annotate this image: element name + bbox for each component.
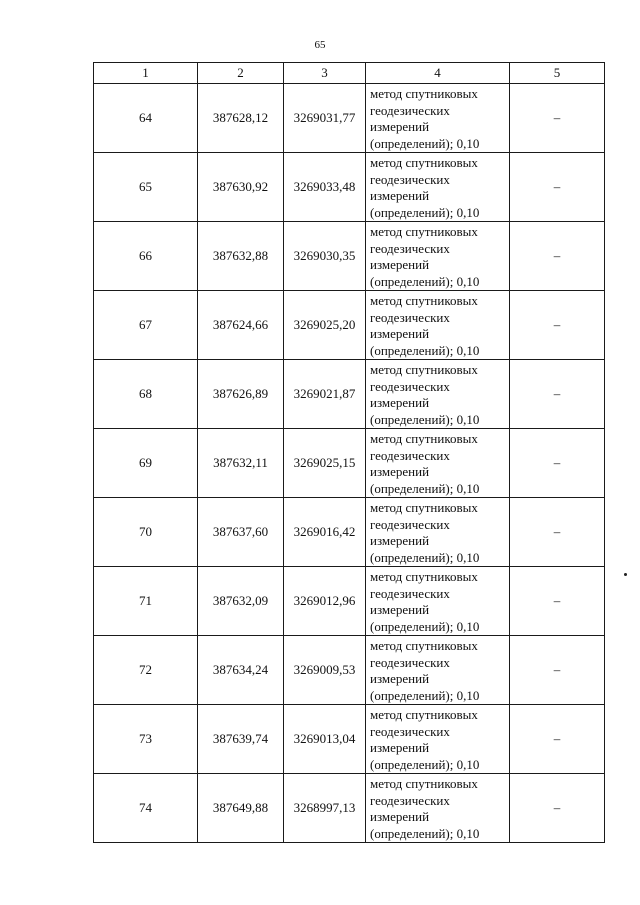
point-number-cell: 71 xyxy=(94,567,198,636)
method-line: геодезических xyxy=(370,723,450,739)
method-cell xyxy=(366,84,510,153)
method-line: метод спутниковых xyxy=(370,362,478,377)
method-line: геодезических xyxy=(370,792,450,808)
x-coordinate-cell: 387630,92 xyxy=(198,153,284,222)
method-line: измерений xyxy=(370,533,430,548)
method-line: метод спутниковых xyxy=(370,224,478,239)
col5-cell: – xyxy=(510,84,605,153)
y-coordinate-cell: 3269009,53 xyxy=(284,636,366,705)
method-line: (определений); 0,10 xyxy=(370,273,480,289)
method-cell xyxy=(366,429,510,498)
table-row xyxy=(94,498,605,567)
table-header xyxy=(94,63,605,84)
method-line: измерений xyxy=(370,257,430,272)
point-number-cell: 73 xyxy=(94,705,198,774)
method-line: метод спутниковых xyxy=(370,155,478,170)
x-coordinate-cell: 387649,88 xyxy=(198,774,284,843)
method-cell xyxy=(366,291,510,360)
method-cell xyxy=(366,360,510,429)
method-line: метод спутниковых xyxy=(370,569,478,584)
method-cell xyxy=(366,222,510,291)
method-line: метод спутниковых xyxy=(370,86,478,101)
method-cell xyxy=(366,567,510,636)
method-line: метод спутниковых xyxy=(370,707,478,722)
header-col-3: 3 xyxy=(284,63,366,84)
method-line: геодезических xyxy=(370,654,450,670)
table-row xyxy=(94,153,605,222)
x-coordinate-cell: 387632,09 xyxy=(198,567,284,636)
method-line: измерений xyxy=(370,464,430,479)
table-row xyxy=(94,774,605,843)
point-number-cell: 68 xyxy=(94,360,198,429)
method-line: (определений); 0,10 xyxy=(370,411,480,427)
method-line: (определений); 0,10 xyxy=(370,549,480,565)
y-coordinate-cell: 3269012,96 xyxy=(284,567,366,636)
method-line: (определений); 0,10 xyxy=(370,825,480,841)
table-body xyxy=(94,84,605,843)
table-row xyxy=(94,705,605,774)
col5-cell: – xyxy=(510,153,605,222)
header-row xyxy=(94,63,605,84)
method-line: (определений); 0,10 xyxy=(370,480,480,496)
y-coordinate-cell: 3269016,42 xyxy=(284,498,366,567)
method-line: измерений xyxy=(370,740,430,755)
method-line: геодезических xyxy=(370,240,450,256)
x-coordinate-cell: 387632,88 xyxy=(198,222,284,291)
method-line: геодезических xyxy=(370,102,450,118)
method-line: (определений); 0,10 xyxy=(370,204,480,220)
method-line: метод спутниковых xyxy=(370,500,478,515)
method-line: геодезических xyxy=(370,171,450,187)
method-line: (определений); 0,10 xyxy=(370,687,480,703)
method-line: (определений); 0,10 xyxy=(370,756,480,772)
col5-cell: – xyxy=(510,705,605,774)
x-coordinate-cell: 387639,74 xyxy=(198,705,284,774)
header-col-4: 4 xyxy=(366,63,510,84)
method-cell xyxy=(366,636,510,705)
point-number-cell: 64 xyxy=(94,84,198,153)
method-cell xyxy=(366,498,510,567)
method-line: геодезических xyxy=(370,447,450,463)
header-col-1: 1 xyxy=(94,63,198,84)
x-coordinate-cell: 387632,11 xyxy=(198,429,284,498)
method-line: измерений xyxy=(370,809,430,824)
method-line: измерений xyxy=(370,602,430,617)
method-line: (определений); 0,10 xyxy=(370,618,480,634)
col5-cell: – xyxy=(510,360,605,429)
y-coordinate-cell: 3268997,13 xyxy=(284,774,366,843)
coordinates-table xyxy=(93,62,605,843)
method-line: геодезических xyxy=(370,585,450,601)
col5-cell: – xyxy=(510,567,605,636)
method-cell xyxy=(366,705,510,774)
col5-cell: – xyxy=(510,291,605,360)
method-line: геодезических xyxy=(370,378,450,394)
header-col-5: 5 xyxy=(510,63,605,84)
y-coordinate-cell: 3269025,20 xyxy=(284,291,366,360)
method-cell xyxy=(366,153,510,222)
method-line: (определений); 0,10 xyxy=(370,342,480,358)
method-cell xyxy=(366,774,510,843)
col5-cell: – xyxy=(510,222,605,291)
method-line: метод спутниковых xyxy=(370,776,478,791)
x-coordinate-cell: 387626,89 xyxy=(198,360,284,429)
point-number-cell: 74 xyxy=(94,774,198,843)
col5-cell: – xyxy=(510,498,605,567)
method-line: измерений xyxy=(370,671,430,686)
table-row xyxy=(94,567,605,636)
table-row xyxy=(94,84,605,153)
method-line: (определений); 0,10 xyxy=(370,135,480,151)
table-row xyxy=(94,291,605,360)
table-row xyxy=(94,429,605,498)
table-row xyxy=(94,360,605,429)
method-line: геодезических xyxy=(370,309,450,325)
method-line: метод спутниковых xyxy=(370,638,478,653)
method-line: измерений xyxy=(370,188,430,203)
method-line: метод спутниковых xyxy=(370,293,478,308)
method-line: измерений xyxy=(370,326,430,341)
y-coordinate-cell: 3269013,04 xyxy=(284,705,366,774)
y-coordinate-cell: 3269030,35 xyxy=(284,222,366,291)
y-coordinate-cell: 3269031,77 xyxy=(284,84,366,153)
table-row xyxy=(94,222,605,291)
method-line: геодезических xyxy=(370,516,450,532)
x-coordinate-cell: 387634,24 xyxy=(198,636,284,705)
page-number: 65 xyxy=(314,39,326,51)
col5-cell: – xyxy=(510,774,605,843)
point-number-cell: 70 xyxy=(94,498,198,567)
method-line: метод спутниковых xyxy=(370,431,478,446)
x-coordinate-cell: 387637,60 xyxy=(198,498,284,567)
point-number-cell: 65 xyxy=(94,153,198,222)
x-coordinate-cell: 387628,12 xyxy=(198,84,284,153)
col5-cell: – xyxy=(510,636,605,705)
y-coordinate-cell: 3269021,87 xyxy=(284,360,366,429)
y-coordinate-cell: 3269033,48 xyxy=(284,153,366,222)
header-col-2: 2 xyxy=(198,63,284,84)
y-coordinate-cell: 3269025,15 xyxy=(284,429,366,498)
col5-cell: – xyxy=(510,429,605,498)
table-row xyxy=(94,636,605,705)
point-number-cell: 69 xyxy=(94,429,198,498)
x-coordinate-cell: 387624,66 xyxy=(198,291,284,360)
method-line: измерений xyxy=(370,119,430,134)
point-number-cell: 72 xyxy=(94,636,198,705)
method-line: измерений xyxy=(370,395,430,410)
margin-dot-mark xyxy=(624,573,627,576)
point-number-cell: 66 xyxy=(94,222,198,291)
point-number-cell: 67 xyxy=(94,291,198,360)
